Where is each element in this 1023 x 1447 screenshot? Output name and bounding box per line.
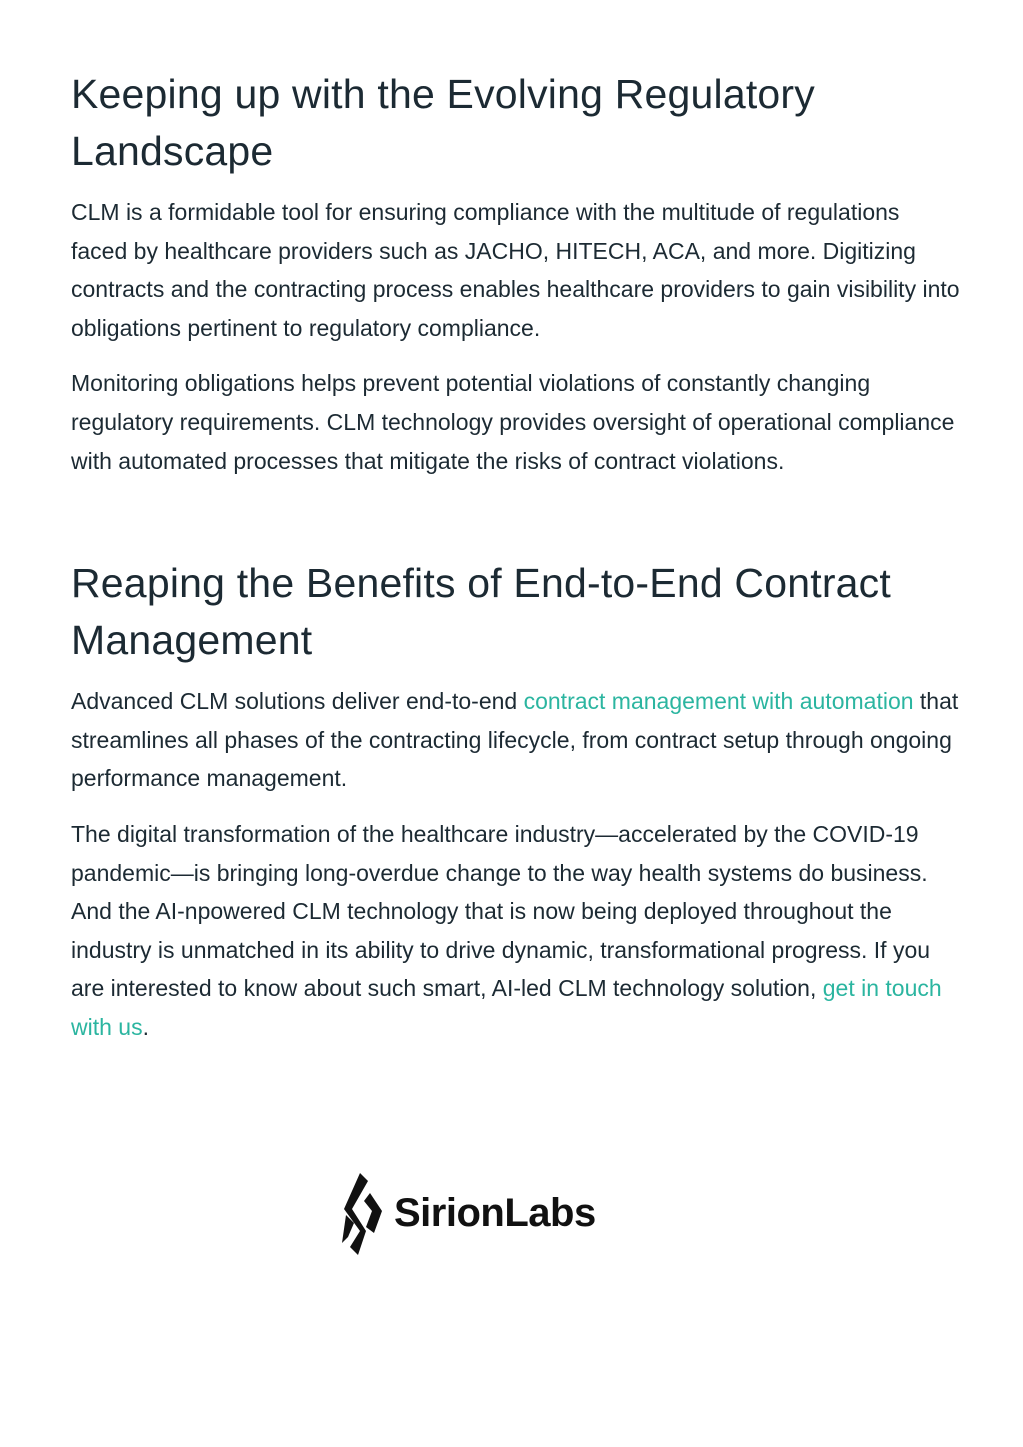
paragraph: CLM is a formidable tool for ensuring compliance with the multitude of regulations faced by healthcare providers such as JACHO, HITECH, ACA, and more. Digitizing contracts and the contracting process enables healthcare providers to gain visibility into obligations pertinent to regulatory compliance. [71, 199, 960, 341]
section-heading: Keeping up with the Evolving Regulatory Landscape [71, 71, 815, 174]
paragraph-text: that streamlines all phases of the contracting lifecycle, from contract setup through ongoing performance management. [71, 688, 959, 792]
section-benefits [71, 555, 961, 1046]
paragraph [71, 815, 961, 1047]
paragraph: Monitoring obligations helps prevent potential violations of constantly changing regulatory requirements. CLM technology provides oversight of operational compliance with automated processes that mitigate the risks of contract violations. [71, 370, 955, 474]
paragraph-text: The digital transformation of the healthcare industry—accelerated by the COVID-19 pandemic—is bringing long-overdue change to the way health systems do business. And the AI-npowered CLM technology that is now being deployed throughout the industry is unmatched in its ability to drive dynamic, transformational progress. If you are interested to know about such smart, AI-led CLM technology solution, [71, 820, 931, 1002]
contract-management-link[interactable]: contract management with automation [523, 688, 914, 715]
sirionlabs-logo [338, 1170, 608, 1256]
section-heading: Reaping the Benefits of End-to-End Contract Management [71, 560, 891, 664]
paragraph-text: Advanced CLM solutions deliver end-to-end [71, 688, 524, 715]
section-spacer [71, 497, 961, 555]
paragraph-text: . [142, 1013, 149, 1040]
sirionlabs-logo-mark-icon [338, 1171, 390, 1255]
paragraph [71, 682, 961, 798]
document-page [71, 66, 961, 1064]
section-regulatory-landscape [71, 66, 961, 480]
logo-wordmark: SirionLabs [394, 1190, 596, 1235]
contact-us-link[interactable]: get in touch with us [71, 975, 942, 1040]
